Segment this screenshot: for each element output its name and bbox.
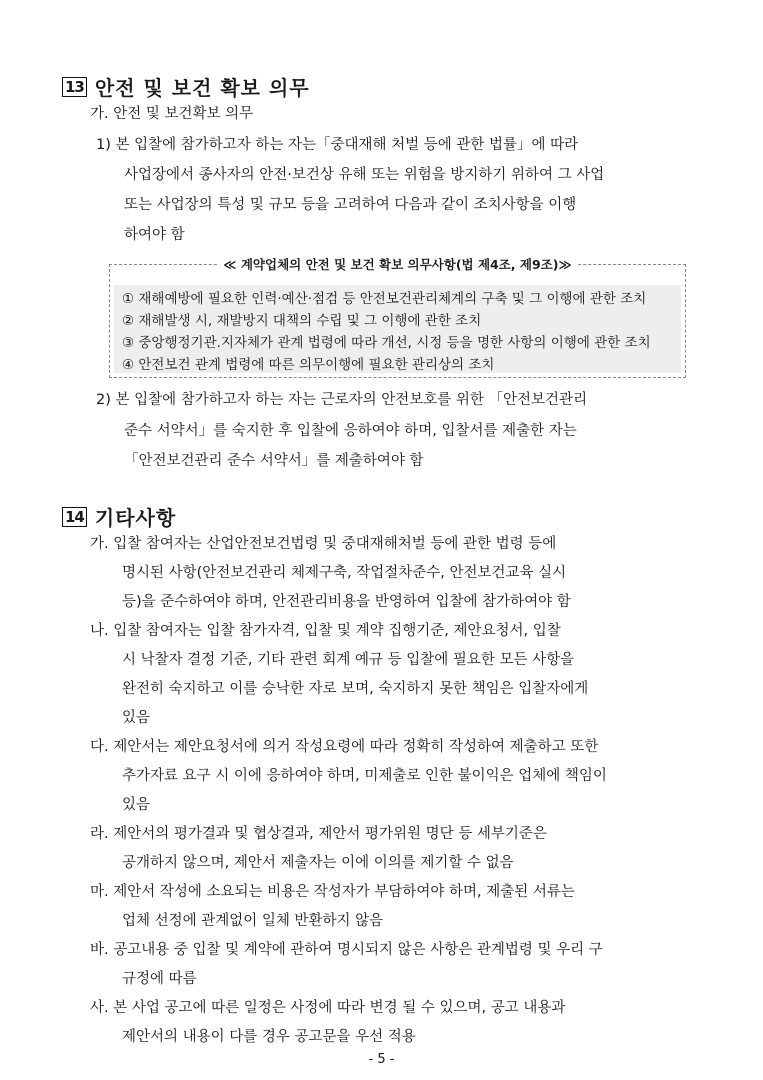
list-item-line: 규정에 따름 bbox=[122, 971, 197, 987]
paragraph-line: 사업장에서 종사자의 안전·보건상 유해 또는 위험을 방지하기 위하여 그 사업 bbox=[124, 167, 605, 183]
list-item-line: 마. 제안서 작성에 소요되는 비용은 작성자가 부담하여야 하며, 제출된 서류는 bbox=[90, 884, 575, 900]
list-item-line: 시 낙찰자 결정 기준, 기타 관련 회계 예규 등 입찰에 필요한 모든 사항을 bbox=[122, 652, 575, 668]
list-item-line: 등)을 준수하여야 하며, 안전관리비용을 반영하여 입찰에 참가하여야 함 bbox=[122, 594, 571, 610]
list-item-line: 사. 본 사업 공고에 따른 일정은 사정에 따라 변경 될 수 있으며, 공고 내용과 bbox=[90, 1000, 566, 1016]
paragraph-line: 1) 본 입찰에 참가하고자 하는 자는「중대재해 처벌 등에 관한 법률」에 따라 bbox=[96, 137, 579, 153]
paragraph-line: 또는 사업장의 특성 및 규모 등을 고려하여 다음과 같이 조치사항을 이행 bbox=[124, 197, 577, 213]
section-title: 안전 및 보건 확보 의무 bbox=[94, 76, 310, 100]
section-title: 기타사항 bbox=[94, 506, 177, 530]
list-item: ② 재해발생 시, 재발방지 대책의 수립 및 그 이행에 관한 조치 bbox=[122, 313, 482, 329]
list-item-line: 공개하지 않으며, 제안서 제출자는 이에 이의를 제기할 수 없음 bbox=[122, 855, 514, 871]
list-item-line: 완전히 숙지하고 이를 승낙한 자로 보며, 숙지하지 못한 책임은 입찰자에게 bbox=[122, 681, 589, 697]
section-number: 13 bbox=[62, 77, 87, 97]
list-item-line: 다. 제안서는 제안요청서에 의거 작성요령에 따라 정확히 작성하여 제출하고 또한 bbox=[90, 739, 599, 755]
list-item-line: 있음 bbox=[122, 797, 151, 813]
list-item-line: 제안서의 내용이 다를 경우 공고문을 우선 적용 bbox=[122, 1029, 416, 1045]
section-14-heading bbox=[62, 502, 176, 531]
list-item-line: 명시된 사항(안전보건관리 체제구축, 작업절차준수, 안전보건교육 실시 bbox=[122, 565, 567, 581]
list-item-line: 나. 입찰 참여자는 입찰 참가자격, 입찰 및 계약 집행기준, 제안요청서, 입찰 bbox=[90, 623, 561, 639]
subsection-heading: 가. 안전 및 보건확보 의무 bbox=[90, 106, 254, 122]
section-number: 14 bbox=[62, 507, 87, 527]
list-item-line: 추가자료 요구 시 이에 응하여야 하며, 미제출로 인한 불이익은 업체에 책임이 bbox=[122, 768, 607, 784]
box-title: ≪ 계약업체의 안전 및 보건 확보 의무사항(법 제4조, 제9조)≫ bbox=[110, 255, 685, 273]
obligations-box bbox=[109, 257, 686, 378]
paragraph-line: 2) 본 입찰에 참가하고자 하는 자는 근로자의 안전보호를 위한 「안전보건관리 bbox=[96, 392, 588, 408]
list-item-line: 업체 선정에 관계없이 일체 반환하지 않음 bbox=[122, 913, 384, 929]
section-13-heading bbox=[62, 72, 310, 101]
paragraph-line: 「안전보건관리 준수 서약서」를 제출하여야 함 bbox=[124, 453, 424, 469]
paragraph-line: 하여야 함 bbox=[124, 227, 185, 243]
list-item-line: 라. 제안서의 평가결과 및 협상결과, 제안서 평가위원 명단 등 세부기준은 bbox=[90, 826, 547, 842]
list-item: ④ 안전보건 관계 법령에 따른 의무이행에 필요한 관리상의 조치 bbox=[122, 357, 495, 373]
list-item-line: 가. 입찰 참여자는 산업안전보건법령 및 중대재해처벌 등에 관한 법령 등에 bbox=[90, 536, 557, 552]
page-number: - 5 - bbox=[368, 1052, 395, 1067]
list-item: ① 재해예방에 필요한 인력·예산·점검 등 안전보건관리체계의 구축 및 그 이행에 관한 조치 bbox=[122, 291, 647, 307]
paragraph-line: 준수 서약서」를 숙지한 후 입찰에 응하여야 하며, 입찰서를 제출한 자는 bbox=[124, 423, 577, 439]
list-item-line: 바. 공고내용 중 입찰 및 계약에 관하여 명시되지 않은 사항은 관계법령 및 우리 구 bbox=[90, 942, 603, 958]
list-item: ③ 중앙행정기관.지자체가 관계 법령에 따라 개선, 시정 등을 명한 사항의 이행에 관한 조치 bbox=[122, 335, 651, 351]
obligations-list bbox=[114, 285, 681, 373]
list-item-line: 있음 bbox=[122, 710, 151, 726]
